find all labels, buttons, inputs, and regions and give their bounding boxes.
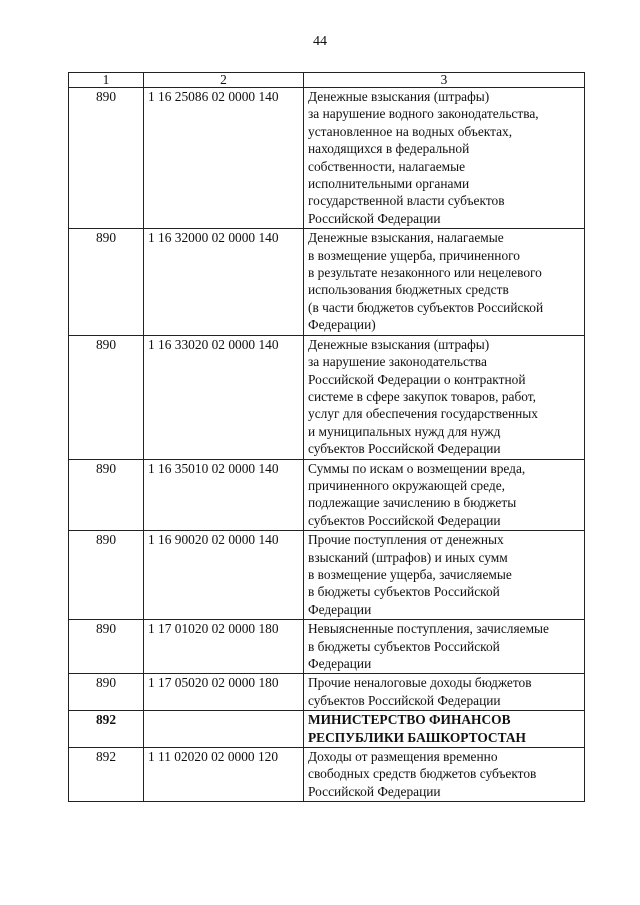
revenue-name-line: Федерации)	[308, 317, 376, 333]
revenue-name-line: исполнительными органами	[308, 176, 470, 192]
revenue-name-line: использования бюджетных средств	[308, 282, 509, 298]
revenue-name-line: в возмещение ущерба, причиненного	[308, 247, 521, 263]
revenue-code-cell: 1 16 33020 02 0000 140	[144, 335, 304, 459]
revenue-name-line: услуг для обеспечения государственных	[308, 406, 538, 422]
table-row	[69, 620, 585, 674]
revenue-name-cell	[304, 229, 585, 335]
revenue-name-cell	[304, 674, 585, 711]
revenue-name-line: за нарушение водного законодательства,	[308, 106, 539, 122]
revenue-name-line: субъектов Российской Федерации	[308, 692, 501, 708]
table-row	[69, 335, 585, 459]
admin-code-cell: 890	[69, 459, 144, 531]
admin-code-cell: 892	[69, 748, 144, 802]
revenue-name-line: Суммы по искам о возмещении вреда,	[308, 460, 526, 476]
admin-code-cell: 890	[69, 674, 144, 711]
revenue-name-line: в возмещение ущерба, зачисляемые	[308, 566, 512, 582]
revenue-name-cell	[304, 748, 585, 802]
table-row	[69, 711, 585, 748]
revenue-name-line: за нарушение законодательства	[308, 354, 487, 370]
revenue-name-line: Доходы от размещения временно	[308, 749, 498, 765]
admin-code-cell: 890	[69, 335, 144, 459]
column-header-1: 1	[69, 73, 144, 88]
revenue-name-cell	[304, 88, 585, 229]
revenue-name-line: МИНИСТЕРСТВО ФИНАНСОВ	[308, 712, 511, 728]
admin-code-cell: 890	[69, 620, 144, 674]
revenue-classification-table	[68, 72, 585, 802]
revenue-name-line: Российской Федерации	[308, 210, 441, 226]
revenue-name-line: свободных средств бюджетов субъектов	[308, 766, 537, 782]
revenue-code-cell: 1 17 01020 02 0000 180	[144, 620, 304, 674]
admin-code-cell: 892	[69, 711, 144, 748]
admin-code-cell: 890	[69, 229, 144, 335]
page-number: 44	[313, 34, 327, 49]
revenue-code-cell: 1 16 35010 02 0000 140	[144, 459, 304, 531]
revenue-name-line: установленное на водных объектах,	[308, 123, 513, 139]
revenue-code-cell: 1 16 32000 02 0000 140	[144, 229, 304, 335]
revenue-name-line: Денежные взыскания (штрафы)	[308, 336, 490, 352]
revenue-code-cell: 1 16 90020 02 0000 140	[144, 531, 304, 620]
column-header-2: 2	[144, 73, 304, 88]
revenue-name-cell	[304, 711, 585, 748]
revenue-code-cell: 1 16 25086 02 0000 140	[144, 88, 304, 229]
revenue-name-line: Федерации	[308, 656, 372, 671]
revenue-name-line: субъектов Российской Федерации	[308, 441, 501, 457]
revenue-name-line: государственной власти субъектов	[308, 193, 505, 209]
revenue-name-line: Денежные взыскания (штрафы)	[308, 89, 490, 104]
revenue-name-line: подлежащие зачислению в бюджеты	[308, 495, 517, 511]
table-row	[69, 531, 585, 620]
revenue-name-line: находящихся в федеральной	[308, 141, 470, 157]
revenue-name-line: Прочие неналоговые доходы бюджетов	[308, 675, 532, 691]
revenue-code-cell: 1 17 05020 02 0000 180	[144, 674, 304, 711]
revenue-name-line: Денежные взыскания, налагаемые	[308, 230, 504, 246]
table-row	[69, 748, 585, 802]
revenue-name-line: системе в сфере закупок товаров, работ,	[308, 388, 536, 404]
revenue-code-cell	[144, 711, 304, 748]
revenue-name-cell	[304, 620, 585, 674]
revenue-name-line: Прочие поступления от денежных	[308, 532, 504, 548]
table-body	[69, 88, 585, 802]
revenue-name-cell	[304, 531, 585, 620]
revenue-name-line: Российской Федерации	[308, 783, 441, 799]
revenue-name-line: в бюджеты субъектов Российской	[308, 638, 500, 654]
revenue-name-line: РЕСПУБЛИКИ БАШКОРТОСТАН	[308, 729, 526, 745]
admin-code-cell: 890	[69, 88, 144, 229]
table-row	[69, 88, 585, 229]
revenue-code-cell: 1 11 02020 02 0000 120	[144, 748, 304, 802]
revenue-name-line: взысканий (штрафов) и иных сумм	[308, 549, 508, 565]
revenue-name-line: Невыясненные поступления, зачисляемые	[308, 621, 549, 637]
revenue-name-line: в результате незаконного или нецелевого	[308, 265, 542, 281]
table-header-row	[69, 73, 585, 88]
revenue-name-line: причиненного окружающей среде,	[308, 477, 505, 493]
admin-code-cell: 890	[69, 531, 144, 620]
revenue-name-line: и муниципальных нужд для нужд	[308, 423, 501, 439]
revenue-name-line: (в части бюджетов субъектов Российской	[308, 299, 544, 315]
revenue-name-line: Российской Федерации о контрактной	[308, 371, 526, 387]
table-row	[69, 674, 585, 711]
table-row	[69, 229, 585, 335]
table-row	[69, 459, 585, 531]
revenue-name-cell	[304, 335, 585, 459]
revenue-name-line: Федерации	[308, 601, 372, 617]
revenue-name-line: собственности, налагаемые	[308, 158, 466, 174]
column-header-3: 3	[304, 73, 585, 88]
revenue-name-line: субъектов Российской Федерации	[308, 512, 501, 528]
revenue-name-line: в бюджеты субъектов Российской	[308, 584, 500, 600]
revenue-name-cell	[304, 459, 585, 531]
